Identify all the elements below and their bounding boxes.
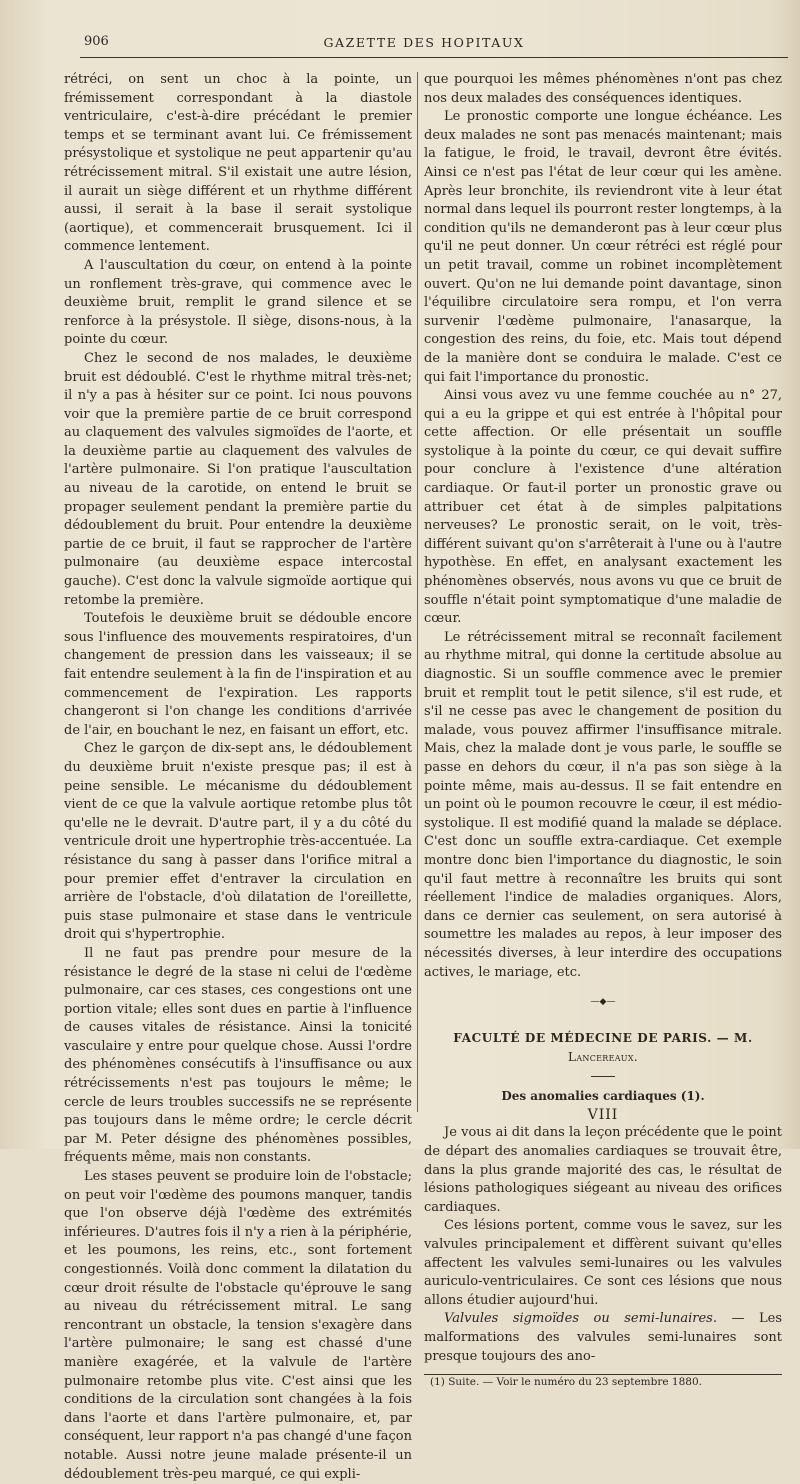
short-rule [591, 1076, 615, 1077]
right-column [424, 71, 782, 1389]
header-rule [80, 57, 788, 58]
paragraph: Le pronostic comporte une longue échéance. Les deux malades ne sont pas menacés maintenant; mais la fatigue, le froid, le travail, devront être évités. Ainsi ce n'est pas l'état de leur cœur qui les amène. Après leur bronchite, ils reviendront vite à leur état normal dans lequel ils pourront rester longtemps, à la condition qu'ils ne demanderont pas à leur cœur plus qu'il ne peut donner. Un cœur rétréci est réglé pour un petit travail, comme un robinet incomplètement ouvert. Qu'on ne lui demande point davantage, sinon l'équilibre circulatoire sera rompu, et l'on verra survenir l'œdème pulmonaire, l'anasarque, la congestion des reins, du foie, etc. Mais tout dépend de la manière dont se conduira le malade. C'est ce qui fait l'importance du pronostic. [424, 109, 782, 385]
paragraph: rétréci, on sent un choc à la pointe, un frémissement correspondant à la diastole ventriculaire, c'est-à-dire précédant le premier temps et se terminant avant lui. Ce frémissement présystolique et systolique ne peut appartenir qu'au rétrécissement mitral. S'il existait une autre lésion, il aurait un siège différent et un rhythme différent aussi, il serait à la base il serait systolique (aortique), et commencerait brusquement. Ici il commence lentement. [64, 72, 412, 255]
page-number: 906 [84, 34, 109, 49]
paragraph: Je vous ai dit dans la leçon précédente que le point de départ des anomalies cardiaques se trouvait être, dans la plus grande majorité des cas, le résultat de lésions pathologiques siégeant au niveau des orifices cardiaques. [424, 1125, 782, 1215]
paragraph: Ainsi vous avez vu une femme couchée au n° 27, qui a eu la grippe et qui est entrée à l'hôpital pour cette affection. Or elle présentait un souffle systolique à la pointe du cœur, ce qui devait suffire pour conclure à l'existence d'une altération cardiaque. Or faut-il porter un pronostic grave ou attribuer cet état à de simples palpitations nerveuses? Le pronostic serait, on le voit, très-différent suivant qu'on s'arrêterait à l'une ou à l'autre hypothèse. En effet, en analysant exactement les phénomènes observés, nous avons vu que ce bruit de souffle n'était point symptomatique d'une maladie de cœur. [424, 388, 782, 627]
paragraph: Le rétrécissement mitral se reconnaît facilement au rhythme mitral, qui donne la certitude absolue au diagnostic. Si un souffle commence avec le premier bruit et remplit tout le petit silence, s'il est rude, et s'il ne cesse pas avec le changement de position du malade, vous pouvez affirmer l'insuffisance mitrale. Mais, chez la malade dont je vous parle, le souffle se passe en dehors du cœur, il n'a pas son siège à la pointe même, mais au-dessus. Il se fait entendre en un point où le poumon recouvre le cœur, il est médio-systolique. Il est modifié quand la malade se déplace. C'est donc un souffle extra-cardiaque. Cet exemple montre donc bien l'importance du diagnostic, le soin qu'il faut mettre à reconnaître les bruits qui sont réellement l'indice de maladies organiques. Alors, dans ce dernier cas seulement, on sera autorisé à soumettre les malades au repos, à leur imposer des nécessités diverses, à leur interdire des occupations actives, le mariage, etc. [424, 629, 782, 980]
paragraph-rest: — Les malformations des valvules semi-lunaires sont presque toujours des ano- [424, 1311, 782, 1364]
footnote: (1) Suite. — Voir le numéro du 23 septembre 1880. [430, 1376, 702, 1389]
running-header [60, 28, 788, 62]
section-divider [573, 998, 633, 1007]
paragraph-lead: Valvules sigmoïdes ou semi-lunaires. [444, 1311, 717, 1327]
paragraph: Il ne faut pas prendre pour mesure de la résistance le degré de la stase ni celui de l'œdème pulmonaire, car ces stases, ces congestions ont une portion vitale; elles sont dues en partie à l'influence de causes vitales de résistance. Ainsi la tonicité vasculaire y entre pour quelque chose. Aussi l'ordre des phénomènes consécutifs à l'insuffisance ou aux rétrécissements n'est pas toujours le même; le cercle de leurs troubles successifs ne se représente pas toujours dans le même ordre; le cercle décrit par M. Peter désigne des phénomènes possibles, fréquents même, mais non constants. [64, 945, 412, 1166]
paragraph [424, 1310, 782, 1366]
left-column [64, 71, 412, 1484]
paragraph: Chez le garçon de dix-sept ans, le dédoublement du deuxième bruit n'existe presque pas; il est à peine sensible. Le mécanisme du dédoublement vient de ce que la valvule aortique retombe plus tôt qu'elle ne le devrait. D'autre part, il y a du côté du ventricule droit une hypertrophie très-accentuée. La résistance du sang à passer dans l'orifice mitral a pour premier effet d'entraver la circulation en arrière de l'obstacle, d'où dilatation de l'oreillette, puis stase pulmonaire et stase dans le ventricule droit qui s'hypertrophie. [64, 741, 412, 943]
paragraph: Toutefois le deuxième bruit se dédouble encore sous l'influence des mouvements respiratoires, d'un changement de pression dans les vaisseaux; il se fait entendre seulement à la fin de l'inspiration et au commencement de l'expiration. Les rapports changeront si l'on change les conditions d'arrivée de l'air, en bouchant le nez, en faisant un effort, etc. [64, 611, 412, 738]
section-title [424, 1029, 782, 1066]
column-divider [417, 72, 418, 1112]
paragraph: que pourquoi les mêmes phénomènes n'ont pas chez nos deux malades des conséquences identiques. [424, 72, 782, 106]
section-title-name: Lancereaux. [568, 1049, 638, 1064]
paragraph: Les stases peuvent se produire loin de l'obstacle; on peut voir l'œdème des poumons manquer, tandis que l'on observe déjà l'œdème des extrémités inférieures. D'autres fois il n'y a rien à la périphérie, et les poumons, les reins, etc., sont fortement congestionnés. Voilà donc comment la dilatation du cœur droit résulte de l'obstacle qu'éprouve le sang au niveau du rétrécissement mitral. Le sang rencontrant un obstacle, la tension s'exagère dans l'artère pulmonaire; le sang est chassé d'une manière exagérée, et la valvule de l'artère pulmonaire retombe plus vite. C'est ainsi que les conditions de la circulation sont changées à la fois dans l'aorte et dans l'artère pulmonaire, et, par conséquent, leur rapport n'a pas changé d'une façon notable. Aussi notre jeune malade présente-il un dédoublement très-peu marqué, ce qui expli- [64, 1169, 412, 1482]
paragraph: Chez le second de nos malades, le deuxième bruit est dédoublé. C'est le rhythme mitral très-net; il n'y a pas à hésiter sur ce point. Ici nous pouvons voir que la première partie de ce bruit correspond au claquement des valvules sigmoïdes de l'aorte, et la deuxième partie au claquement des valvules de l'artère pulmonaire. Si l'on pratique l'auscultation au niveau de la carotide, on entend le bruit se propager seulement pendant la première partie du dédoublement du bruit. Pour entendre la deuxième partie de ce bruit, il faut se rapprocher de l'artère pulmonaire (au deuxième espace intercostal gauche). C'est donc la valvule sigmoïde aortique qui retombe la première. [64, 350, 412, 608]
lecture-title: Des anomalies cardiaques (1). [501, 1089, 705, 1104]
paragraph: Ces lésions portent, comme vous le savez, sur les valvules principalement et diffèrent suivant qu'elles affectent les valvules semi-lunaires ou les valvules auriculo-ventriculaires. Ce sont ces lésions que nous allons étudier aujourd'hui. [424, 1218, 782, 1308]
divider-ornament: —◆— [590, 997, 616, 1008]
section-title-prefix: FACULTÉ DE MÉDECINE DE PARIS. — M. [453, 1031, 753, 1046]
running-title: GAZETTE DES HOPITAUX [323, 35, 525, 50]
paragraph: A l'auscultation du cœur, on entend à la pointe un ronflement très-grave, qui commence avec le deuxième bruit, remplit le grand silence et se renforce à la présystole. Il siège, disons-nous, à la pointe du cœur. [64, 257, 412, 348]
lecture-number: VIII [587, 1106, 619, 1123]
